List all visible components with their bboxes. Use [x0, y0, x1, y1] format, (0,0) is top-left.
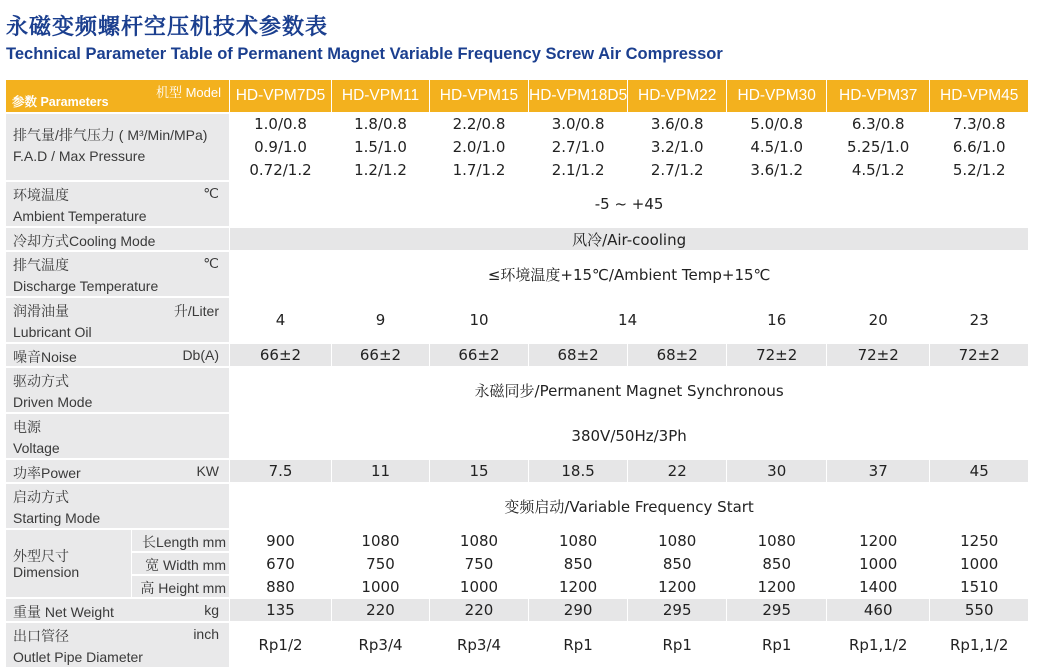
voltage-label-cn: 电源: [13, 419, 41, 435]
ambient-row: [6, 182, 1029, 228]
power-value: 22: [628, 460, 727, 484]
noise-label-cell: [6, 344, 230, 368]
dimension-sub-label: 高 Height mm: [140, 580, 226, 596]
voltage-value: 380V/50Hz/3Ph: [230, 414, 1029, 460]
page-title-cn: 永磁变频螺杆空压机技术参数表: [6, 15, 329, 40]
dimension-sub-label-box: [132, 530, 229, 550]
weight-label: 重量 Net Weight: [13, 604, 114, 620]
parameters-header-label: 参数 Parameters: [12, 95, 109, 109]
fad-label-cell: [6, 114, 230, 182]
oil-label-en: Lubricant Oil: [13, 324, 92, 340]
dimension-sub-label: 长Length mm: [141, 534, 226, 550]
power-label-cell-text: [6, 460, 229, 482]
discharge-label-cn: 排气温度: [13, 257, 69, 273]
noise-value: 72±2: [930, 344, 1029, 368]
noise-label-cell-text: [6, 344, 229, 366]
driven-label-en: Driven Mode: [13, 394, 93, 410]
dimension-row: [6, 530, 1029, 553]
driven-row: [6, 368, 1029, 414]
ambient-label-cell-text: [6, 182, 229, 226]
model-header: HD-VPM18D5: [529, 80, 628, 114]
outlet-label-cell-text: [6, 623, 229, 667]
driven-label-cn: 驱动方式: [13, 373, 69, 389]
header-corner: [6, 80, 229, 112]
weight-unit: kg: [204, 602, 219, 618]
fad-value: 4.5/1.0: [727, 137, 827, 160]
outlet-value: Rp1/2: [230, 623, 332, 669]
starting-label-en: Starting Mode: [13, 510, 101, 526]
page-title-en: Technical Parameter Table of Permanent Magnet Variable Frequency Screw Air Compressor: [6, 45, 723, 63]
ambient-value: -5 ~ +45: [230, 182, 1029, 228]
power-row: [6, 460, 1029, 484]
model-header: HD-VPM45: [930, 80, 1029, 114]
fad-value: 4.5/1.2: [827, 159, 930, 182]
dimension-value: 750: [430, 553, 529, 576]
discharge-label-cell-text: [6, 252, 229, 296]
outlet-unit: inch: [193, 626, 219, 642]
power-value: 18.5: [529, 460, 628, 484]
outlet-value: Rp3/4: [430, 623, 529, 669]
dimension-label-text: [6, 530, 131, 597]
outlet-value: Rp1: [628, 623, 727, 669]
fad-value: 1.7/1.2: [430, 159, 529, 182]
fad-value: 1.8/0.8: [332, 114, 430, 137]
model-header-label: 机型 Model: [155, 85, 221, 100]
oil-value: 4: [230, 298, 332, 344]
dimension-sub-label-cell: [132, 553, 230, 576]
fad-value: 7.3/0.8: [930, 114, 1029, 137]
model-header: HD-VPM30: [727, 80, 827, 114]
dimension-value: 670: [230, 553, 332, 576]
dimension-value: 880: [230, 576, 332, 599]
voltage-label-cell: [6, 414, 230, 460]
fad-value: 3.2/1.0: [628, 137, 727, 160]
dimension-sub-label-cell: [132, 576, 230, 599]
oil-value: 10: [430, 298, 529, 344]
fad-value: 2.0/1.0: [430, 137, 529, 160]
fad-value: 3.6/1.2: [727, 159, 827, 182]
starting-row: [6, 484, 1029, 530]
cooling-value: 风冷/Air-cooling: [230, 228, 1029, 252]
voltage-label-cell-text: [6, 414, 229, 458]
dimension-value: 850: [727, 553, 827, 576]
fad-value: 1.5/1.0: [332, 137, 430, 160]
cooling-row: [6, 228, 1029, 252]
dimension-row: [6, 553, 1029, 576]
cooling-label-cell-text: [6, 228, 229, 250]
oil-unit: 升/Liter: [173, 303, 219, 319]
ambient-label-cell: [6, 182, 230, 228]
outlet-value: Rp3/4: [332, 623, 430, 669]
noise-value: 66±2: [332, 344, 430, 368]
noise-value: 72±2: [727, 344, 827, 368]
fad-value: 2.7/1.2: [628, 159, 727, 182]
power-value: 15: [430, 460, 529, 484]
outlet-row: [6, 623, 1029, 669]
starting-label-cell: [6, 484, 230, 530]
driven-label-cell: [6, 368, 230, 414]
weight-value: 550: [930, 599, 1029, 623]
dimension-value: 1510: [930, 576, 1029, 599]
dimension-value: 1250: [930, 530, 1029, 553]
dimension-value: 850: [628, 553, 727, 576]
dimension-value: 1080: [332, 530, 430, 553]
dimension-value: 850: [529, 553, 628, 576]
ambient-label-cn: 环境温度: [13, 187, 69, 203]
discharge-unit: ℃: [203, 255, 219, 271]
driven-label-cell-text: [6, 368, 229, 412]
model-header: HD-VPM37: [827, 80, 930, 114]
oil-value: 16: [727, 298, 827, 344]
dimension-value: 1000: [930, 553, 1029, 576]
dimension-value: 1200: [628, 576, 727, 599]
oil-label-cell: [6, 298, 230, 344]
fad-value: 1.0/0.8: [230, 114, 332, 137]
fad-value: 0.9/1.0: [230, 137, 332, 160]
fad-value: 3.0/0.8: [529, 114, 628, 137]
model-header: HD-VPM15: [430, 80, 529, 114]
fad-value: 0.72/1.2: [230, 159, 332, 182]
ambient-label-en: Ambient Temperature: [13, 208, 147, 224]
header-row: [6, 80, 1029, 114]
power-value: 7.5: [230, 460, 332, 484]
dimension-sub-label-cell: [132, 530, 230, 553]
fad-label-text: [6, 114, 229, 180]
oil-value: 20: [827, 298, 930, 344]
dimension-value: 1000: [827, 553, 930, 576]
dimension-value: 1200: [529, 576, 628, 599]
weight-value: 460: [827, 599, 930, 623]
dimension-value: 1000: [332, 576, 430, 599]
discharge-label-cell: [6, 252, 230, 298]
dimension-label-en: Dimension: [13, 564, 80, 580]
noise-value: 72±2: [827, 344, 930, 368]
weight-label-cell-text: [6, 599, 229, 621]
fad-value: 5.2/1.2: [930, 159, 1029, 182]
dimension-label-cn: 外型尺寸: [13, 548, 69, 564]
fad-value: 6.3/0.8: [827, 114, 930, 137]
noise-value: 66±2: [430, 344, 529, 368]
fad-label-cn: 排气量/排气压力 ( M³/Min/MPa): [13, 127, 208, 143]
dimension-sub-label-box: [132, 576, 229, 596]
dimension-sub-label-box: [132, 553, 229, 573]
dimension-label-cell: [6, 530, 132, 599]
weight-value: 220: [332, 599, 430, 623]
dimension-value: 750: [332, 553, 430, 576]
discharge-label-en: Discharge Temperature: [13, 278, 159, 294]
voltage-row: [6, 414, 1029, 460]
weight-value: 135: [230, 599, 332, 623]
ambient-unit: ℃: [203, 185, 219, 201]
driven-value: 永磁同步/Permanent Magnet Synchronous: [230, 368, 1029, 414]
weight-value: 220: [430, 599, 529, 623]
power-label: 功率Power: [13, 465, 81, 481]
model-header: HD-VPM11: [332, 80, 430, 114]
weight-row: [6, 599, 1029, 623]
voltage-label-en: Voltage: [13, 440, 60, 456]
outlet-value: Rp1,1/2: [827, 623, 930, 669]
oil-value: 9: [332, 298, 430, 344]
weight-label-cell: [6, 599, 230, 623]
dimension-value: 1200: [727, 576, 827, 599]
cooling-label-cell: [6, 228, 230, 252]
dimension-value: 1400: [827, 576, 930, 599]
power-label-cell: [6, 460, 230, 484]
model-header: HD-VPM7D5: [230, 80, 332, 114]
noise-row: [6, 344, 1029, 368]
noise-value: 66±2: [230, 344, 332, 368]
fad-label-en: F.A.D / Max Pressure: [13, 148, 146, 164]
fad-value: 5.0/0.8: [727, 114, 827, 137]
oil-label-cell-text: [6, 298, 229, 342]
power-value: 37: [827, 460, 930, 484]
parameter-table: [6, 80, 1029, 669]
outlet-label-cn: 出口管径: [13, 628, 69, 644]
dimension-value: 1000: [430, 576, 529, 599]
fad-value: 2.1/1.2: [529, 159, 628, 182]
power-value: 11: [332, 460, 430, 484]
fad-value: 1.2/1.2: [332, 159, 430, 182]
oil-row: [6, 298, 1029, 344]
dimension-value: 1080: [628, 530, 727, 553]
model-header: HD-VPM22: [628, 80, 727, 114]
dimension-value: 900: [230, 530, 332, 553]
discharge-value: ≤环境温度+15℃/Ambient Temp+15℃: [230, 252, 1029, 298]
power-value: 30: [727, 460, 827, 484]
weight-value: 290: [529, 599, 628, 623]
cooling-label: 冷却方式Cooling Mode: [13, 233, 156, 249]
weight-value: 295: [628, 599, 727, 623]
outlet-label-en: Outlet Pipe Diameter: [13, 649, 143, 665]
starting-value: 变频启动/Variable Frequency Start: [230, 484, 1029, 530]
fad-value: 5.25/1.0: [827, 137, 930, 160]
dimension-value: 1200: [827, 530, 930, 553]
oil-value: 23: [930, 298, 1029, 344]
noise-value: 68±2: [529, 344, 628, 368]
outlet-label-cell: [6, 623, 230, 669]
dimension-row: [6, 576, 1029, 599]
discharge-row: [6, 252, 1029, 298]
outlet-value: Rp1,1/2: [930, 623, 1029, 669]
power-unit: KW: [196, 463, 219, 479]
outlet-value: Rp1: [529, 623, 628, 669]
oil-value: 14: [529, 298, 727, 344]
dimension-value: 1080: [529, 530, 628, 553]
header-corner-cell: [6, 80, 230, 114]
dimension-sub-label: 宽 Width mm: [145, 557, 226, 573]
outlet-value: Rp1: [727, 623, 827, 669]
fad-value: 2.7/1.0: [529, 137, 628, 160]
dimension-value: 1080: [727, 530, 827, 553]
power-value: 45: [930, 460, 1029, 484]
noise-value: 68±2: [628, 344, 727, 368]
noise-label: 噪音Noise: [13, 349, 77, 365]
fad-row: [6, 114, 1029, 137]
noise-unit: Db(A): [182, 347, 219, 363]
oil-label-cn: 润滑油量: [13, 303, 69, 319]
weight-value: 295: [727, 599, 827, 623]
starting-label-cell-text: [6, 484, 229, 528]
dimension-value: 1080: [430, 530, 529, 553]
starting-label-cn: 启动方式: [13, 489, 69, 505]
fad-value: 3.6/0.8: [628, 114, 727, 137]
fad-value: 6.6/1.0: [930, 137, 1029, 160]
fad-value: 2.2/0.8: [430, 114, 529, 137]
